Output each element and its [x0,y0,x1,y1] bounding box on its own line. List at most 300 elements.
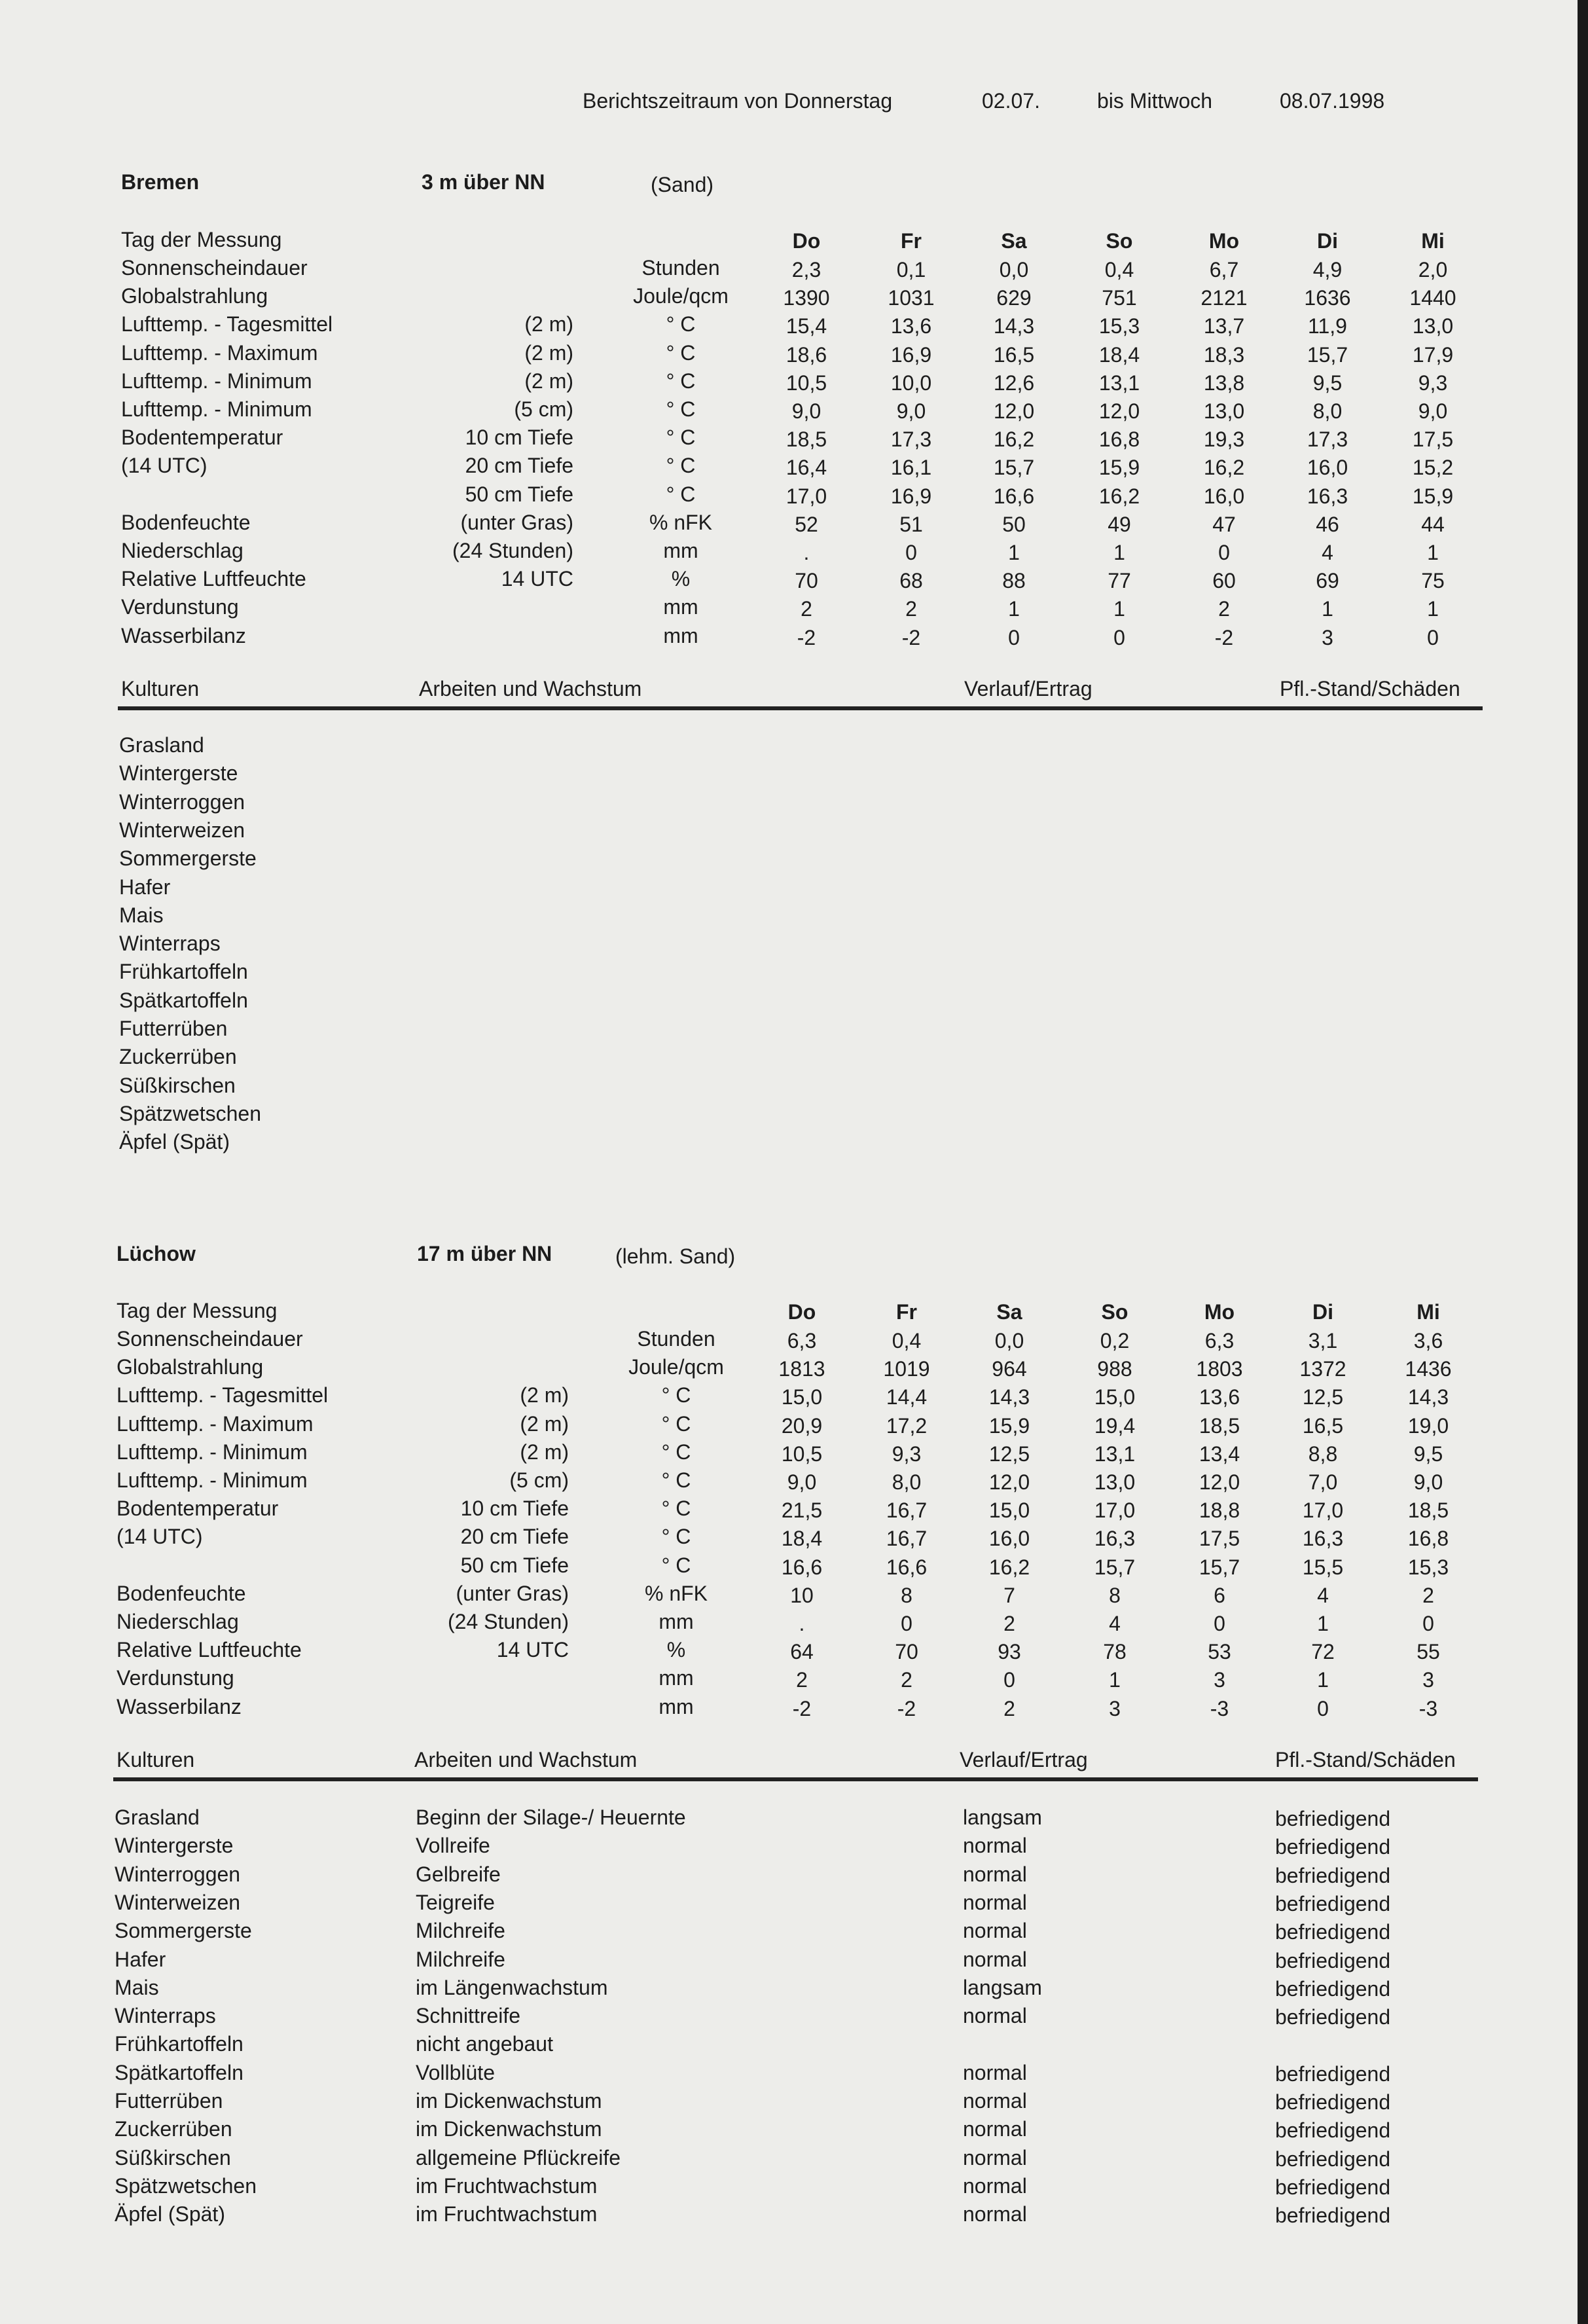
crop-name: Spätzwetschen [115,2173,257,2198]
measurement-value: 9,0 [1418,399,1448,423]
day-header: Fr [896,1300,917,1324]
measurement-unit: ° C [666,369,696,393]
crop-stand: befriedigend [1275,1863,1391,1887]
measurement-value: 6,7 [1209,258,1239,281]
measurement-value: 7 [1003,1583,1015,1607]
crop-name: Sommergerste [115,1919,252,1943]
days-label: Tag der Messung [117,1299,278,1322]
measurement-label: Wasserbilanz [117,1694,242,1718]
crop-name: Zuckerrüben [115,2117,232,2141]
measurement-value: 15,9 [1098,456,1140,480]
measurement-value: 12,5 [1302,1385,1344,1409]
crop-verlauf: langsam [963,1975,1042,1999]
measurement-qualifier: 50 cm Tiefe [465,482,573,506]
crop-arbeiten: Schnittreife [416,2004,521,2028]
day-header: Mi [1417,1300,1440,1324]
measurement-value: 16,2 [1098,484,1140,508]
measurement-value: 13,1 [1098,371,1140,395]
measurement-qualifier: (5 cm) [509,1468,569,1492]
day-header: Sa [1001,229,1027,253]
measurement-value: 2121 [1200,286,1248,310]
report-date-to: 08.07.1998 [1280,89,1385,113]
measurement-unit: mm [659,1666,694,1690]
crop-header-rule [118,706,1483,710]
measurement-label: Globalstrahlung [121,284,268,308]
measurement-value: 17,9 [1412,342,1454,367]
measurement-value: 6 [1214,1583,1225,1607]
measurement-unit: ° C [666,312,696,336]
measurement-value: 17,5 [1412,427,1454,452]
measurement-label: Bodentemperatur [117,1497,279,1521]
measurement-unit: mm [659,1694,694,1718]
crop-name: Winterraps [119,932,221,956]
crop-header-stand: Pfl.-Stand/Schäden [1275,1748,1456,1771]
crop-arbeiten: Vollblüte [416,2060,495,2084]
measurement-value: 3 [1214,1668,1225,1692]
measurement-value: 15,5 [1302,1555,1344,1579]
measurement-value: 9,0 [1413,1470,1443,1494]
measurement-value: 13,0 [1412,314,1454,338]
crop-verlauf: normal [963,2117,1027,2141]
crop-arbeiten: im Dickenwachstum [416,2117,602,2141]
crop-name: Winterweizen [115,1890,241,1914]
measurement-value: 16,0 [988,1527,1030,1551]
measurement-value: 13,8 [1203,371,1245,395]
measurement-unit: Stunden [637,1327,715,1351]
measurement-unit: Stunden [641,256,720,280]
measurement-value: 9,0 [791,399,821,423]
measurement-value: 18,3 [1203,342,1245,367]
crop-name: Grasland [115,1806,200,1829]
station-soil: (lehm. Sand) [615,1244,736,1268]
station-soil: (Sand) [651,173,714,196]
measurement-value: 15,3 [1098,314,1140,338]
measurement-qualifier: (2 m) [524,340,573,365]
measurement-value: 10,5 [781,1442,823,1466]
day-header: Do [792,229,821,253]
crop-arbeiten: im Längenwachstum [416,1975,608,1999]
crop-header-arbeiten: Arbeiten und Wachstum [419,677,642,700]
measurement-value: 17,5 [1199,1527,1240,1551]
measurement-unit: % nFK [644,1581,708,1605]
measurement-value: 13,4 [1199,1442,1240,1466]
crop-name: Süßkirschen [119,1073,236,1097]
station-name: Bremen [121,170,200,194]
measurement-unit: mm [663,595,698,619]
crop-name: Wintergerste [115,1834,234,1858]
measurement-value: 15,7 [1199,1555,1240,1579]
crop-header-arbeiten: Arbeiten und Wachstum [414,1748,638,1771]
measurement-value: 10,0 [890,371,932,395]
crop-stand: befriedigend [1275,2204,1391,2228]
measurement-value: 12,0 [993,399,1035,423]
measurement-value: 69 [1316,569,1339,593]
measurement-value: 0,4 [1104,258,1134,281]
measurement-value: 17,0 [1094,1498,1136,1523]
measurement-value: 1803 [1196,1357,1243,1381]
measurement-value: 16,2 [993,427,1035,452]
measurement-value: 0,2 [1100,1329,1130,1353]
measurement-label: Bodenfeuchte [121,510,251,534]
measurement-label: Wasserbilanz [121,623,246,647]
measurement-unit: % [671,567,691,591]
measurement-value: 14,4 [886,1385,928,1409]
measurement-label: Lufttemp. - Minimum [121,369,312,393]
measurement-value: 13,6 [890,314,932,338]
measurement-unit: ° C [666,482,696,506]
measurement-qualifier: (2 m) [524,312,573,336]
measurement-value: 3,1 [1308,1329,1338,1353]
measurement-label: Relative Luftfeuchte [121,567,306,591]
crop-stand: befriedigend [1275,2147,1391,2171]
measurement-qualifier: (2 m) [520,1440,569,1464]
day-header: So [1106,229,1133,253]
measurement-value: 1636 [1304,286,1351,310]
measurement-value: 1 [1317,1612,1329,1635]
measurement-value: 21,5 [781,1498,823,1523]
crop-verlauf: normal [963,2173,1027,2198]
measurement-unit: Joule/qcm [628,1355,724,1379]
crop-name: Frühkartoffeln [115,2032,244,2056]
crop-name: Grasland [119,733,204,757]
measurement-label: Lufttemp. - Minimum [121,397,312,421]
measurement-value: 6,3 [1204,1329,1235,1353]
crop-verlauf: normal [963,2145,1027,2170]
crop-stand: befriedigend [1275,1835,1391,1859]
measurement-value: 9,3 [1418,371,1448,395]
measurement-value: 1019 [883,1357,930,1381]
measurement-unit: ° C [661,1440,691,1464]
crop-verlauf: langsam [963,1806,1042,1829]
crop-header-stand: Pfl.-Stand/Schäden [1280,677,1460,700]
measurement-value: 60 [1212,569,1236,593]
day-header: Mo [1208,229,1240,253]
measurement-value: 16,6 [781,1555,823,1579]
measurement-qualifier: (unter Gras) [460,510,573,534]
measurement-value: 16,5 [1302,1413,1344,1438]
measurement-value: -3 [1210,1696,1229,1720]
measurement-value: 16,0 [1203,484,1245,508]
measurement-value: 16,2 [1203,456,1245,480]
measurement-value: 9,5 [1413,1442,1443,1466]
measurement-qualifier: (24 Stunden) [452,539,573,562]
crop-name: Frühkartoffeln [119,960,248,984]
measurement-value: 4 [1317,1583,1329,1607]
crop-name: Futterrüben [119,1017,228,1040]
crop-name: Spätkartoffeln [119,988,248,1012]
crop-name: Winterraps [115,2004,216,2028]
measurement-value: 3 [1109,1696,1121,1720]
crop-header-verlauf: Verlauf/Ertrag [964,677,1092,700]
day-header: Sa [996,1300,1022,1324]
crop-name: Mais [115,1975,159,1999]
day-header: Mi [1421,229,1445,253]
crop-verlauf: normal [963,2202,1027,2226]
crop-name: Zuckerrüben [119,1045,237,1069]
measurement-value: 2 [1218,597,1230,621]
crop-verlauf: normal [963,1947,1027,1971]
measurement-value: 16,3 [1302,1527,1344,1551]
measurement-value: 12,0 [1098,399,1140,423]
crop-verlauf: normal [963,2089,1027,2113]
measurement-value: 16,7 [886,1498,928,1523]
measurement-value: 8,8 [1308,1442,1338,1466]
station-elevation: 17 m über NN [417,1242,552,1265]
measurement-value: 77 [1108,569,1131,593]
measurement-qualifier: 14 UTC [496,1638,569,1662]
measurement-qualifier: 50 cm Tiefe [460,1553,569,1577]
crop-name: Hafer [115,1947,166,1971]
measurement-value: -2 [792,1696,812,1720]
measurement-qualifier: (2 m) [520,1383,569,1407]
crop-stand: befriedigend [1275,2175,1391,2199]
measurement-label: Lufttemp. - Minimum [117,1440,308,1464]
measurement-value: 0,1 [896,258,926,281]
crop-name: Winterweizen [119,818,245,842]
measurement-label: (14 UTC) [117,1525,203,1549]
measurement-value: 51 [899,512,923,536]
measurement-value: 14,3 [993,314,1035,338]
measurement-value: 15,7 [1094,1555,1136,1579]
report-date-from: 02.07. [982,89,1040,113]
measurement-value: 0 [1008,625,1020,649]
measurement-value: 53 [1208,1640,1231,1664]
measurement-value: 16,3 [1307,484,1348,508]
measurement-value: 1 [1317,1668,1329,1692]
measurement-label: Globalstrahlung [117,1355,264,1379]
measurement-value: 9,0 [896,399,926,423]
measurement-qualifier: 20 cm Tiefe [465,454,573,478]
measurement-value: 16,7 [886,1527,928,1551]
measurement-value: 18,4 [1098,342,1140,367]
measurement-value: . [799,1612,805,1635]
measurement-value: 50 [1002,512,1026,536]
crop-name: Äpfel (Spät) [119,1130,230,1154]
crop-name: Spätzwetschen [119,1101,262,1125]
measurement-value: 18,4 [781,1527,823,1551]
measurement-value: 1390 [783,286,830,310]
measurement-value: 13,0 [1094,1470,1136,1494]
measurement-value: 16,8 [1407,1527,1449,1551]
measurement-label: Relative Luftfeuchte [117,1638,302,1662]
measurement-value: 15,0 [1094,1385,1136,1409]
measurement-value: 68 [899,569,923,593]
measurement-value: 2 [901,1668,912,1692]
measurement-value: 0 [1113,625,1125,649]
measurement-value: 18,5 [1407,1498,1449,1523]
crop-verlauf: normal [963,1862,1027,1886]
measurement-value: 629 [996,286,1032,310]
measurement-label: Lufttemp. - Maximum [121,340,318,365]
day-header: Di [1312,1300,1333,1324]
measurement-value: 47 [1212,512,1236,536]
measurement-value: 78 [1103,1640,1127,1664]
measurement-value: 1031 [888,286,935,310]
crop-verlauf: normal [963,1834,1027,1858]
measurement-value: 2 [796,1668,808,1692]
measurement-value: 2 [1422,1583,1434,1607]
measurement-unit: ° C [666,454,696,478]
crop-name: Sommergerste [119,846,257,871]
measurement-value: 8 [1109,1583,1121,1607]
measurement-value: 88 [1002,569,1026,593]
measurement-label: Lufttemp. - Maximum [117,1411,314,1436]
crop-verlauf: normal [963,1890,1027,1914]
measurement-label: Lufttemp. - Minimum [117,1468,308,1492]
measurement-value: 18,6 [785,342,827,367]
measurement-value: 10,5 [785,371,827,395]
measurement-unit: % [666,1638,686,1662]
measurement-value: 3 [1322,625,1333,649]
measurement-value: 12,0 [1199,1470,1240,1494]
measurement-value: -2 [1214,625,1234,649]
measurement-unit: ° C [661,1497,691,1521]
crop-arbeiten: Milchreife [416,1947,505,1971]
crop-name: Futterrüben [115,2089,223,2113]
measurement-value: 64 [790,1640,814,1664]
measurement-value: 72 [1311,1640,1335,1664]
measurement-value: 19,3 [1203,427,1245,452]
crop-header-kulturen: Kulturen [121,677,200,700]
measurement-value: 2 [1003,1696,1015,1720]
measurement-value: 8,0 [1312,399,1343,423]
measurement-value: 16,6 [993,484,1035,508]
measurement-value: -2 [897,1696,916,1720]
measurement-value: 3 [1422,1668,1434,1692]
measurement-unit: ° C [661,1411,691,1436]
measurement-value: 988 [1097,1357,1132,1381]
crop-stand: befriedigend [1275,1948,1391,1972]
crop-stand: befriedigend [1275,1920,1391,1944]
day-header: So [1101,1300,1128,1324]
measurement-qualifier: (24 Stunden) [447,1610,569,1633]
day-header: Fr [901,229,922,253]
measurement-value: 1 [1427,541,1439,564]
report-bis-label: bis Mittwoch [1097,89,1213,113]
crop-stand: befriedigend [1275,2090,1391,2114]
measurement-label: Sonnenscheindauer [121,256,308,280]
crop-name: Äpfel (Spät) [115,2202,225,2226]
measurement-label: Lufttemp. - Tagesmittel [117,1383,329,1407]
measurement-value: 0 [1214,1612,1225,1635]
measurement-value: 1 [1109,1668,1121,1692]
crop-verlauf: normal [963,2060,1027,2084]
measurement-value: 13,6 [1199,1385,1240,1409]
measurement-unit: ° C [666,426,696,450]
measurement-label: Bodentemperatur [121,426,283,450]
measurement-value: 19,0 [1407,1413,1449,1438]
measurement-value: 12,5 [988,1442,1030,1466]
measurement-unit: Joule/qcm [633,284,729,308]
crop-arbeiten: Milchreife [416,1919,505,1943]
station-elevation: 3 m über NN [422,170,545,194]
measurement-value: 44 [1421,512,1445,536]
crop-name: Winterroggen [115,1862,241,1886]
crop-arbeiten: im Fruchtwachstum [416,2202,598,2226]
measurement-value: 15,0 [988,1498,1030,1523]
measurement-value: 1436 [1405,1357,1452,1381]
measurement-label: Bodenfeuchte [117,1581,246,1605]
measurement-qualifier: (5 cm) [514,397,573,421]
measurement-value: 0 [905,541,917,564]
measurement-value: 16,5 [993,342,1035,367]
measurement-value: 751 [1102,286,1137,310]
measurement-value: 16,0 [1307,456,1348,480]
measurement-qualifier: (2 m) [524,369,573,393]
measurement-value: 15,9 [1412,484,1454,508]
crop-name: Süßkirschen [115,2145,231,2170]
measurement-value: 52 [795,512,818,536]
measurement-value: 70 [895,1640,918,1664]
measurement-value: 0 [1317,1696,1329,1720]
measurement-value: 18,5 [785,427,827,452]
measurement-value: 18,8 [1199,1498,1240,1523]
measurement-value: 13,0 [1203,399,1245,423]
measurement-value: 8,0 [892,1470,922,1494]
measurement-value: . [803,541,810,564]
measurement-unit: mm [663,539,698,562]
measurement-value: 19,4 [1094,1413,1136,1438]
measurement-value: 9,5 [1312,371,1343,395]
measurement-value: 20,9 [781,1413,823,1438]
measurement-value: 1 [1322,597,1333,621]
measurement-value: 6,3 [787,1329,817,1353]
crop-name: Spätkartoffeln [115,2060,244,2084]
crop-name: Winterroggen [119,790,245,814]
measurement-value: 13,7 [1203,314,1245,338]
measurement-unit: % nFK [649,510,713,534]
crop-arbeiten: Beginn der Silage-/ Heuernte [416,1806,686,1829]
measurement-value: -3 [1418,1696,1438,1720]
crop-stand: befriedigend [1275,1891,1391,1915]
measurement-value: 15,7 [1307,342,1348,367]
measurement-value: 11,9 [1308,314,1347,338]
measurement-value: 13,1 [1094,1442,1136,1466]
crop-arbeiten: Gelbreife [416,1862,501,1886]
measurement-label: Niederschlag [121,539,244,562]
measurement-value: 16,3 [1094,1527,1136,1551]
measurement-value: 93 [998,1640,1021,1664]
measurement-value: 46 [1316,512,1339,536]
measurement-value: 15,3 [1407,1555,1449,1579]
crop-verlauf: normal [963,2004,1027,2028]
measurement-value: 2,0 [1418,258,1448,281]
measurement-value: 17,2 [886,1413,928,1438]
measurement-value: 964 [992,1357,1027,1381]
crop-verlauf: normal [963,1919,1027,1943]
crop-stand: befriedigend [1275,1976,1391,2001]
measurement-value: 2,3 [791,258,821,281]
measurement-value: 12,6 [993,371,1035,395]
measurement-value: 2 [905,597,917,621]
measurement-label: Niederschlag [117,1610,239,1633]
crop-stand: befriedigend [1275,2005,1391,2029]
measurement-value: 15,2 [1412,456,1454,480]
measurement-value: 0 [1003,1668,1015,1692]
crop-arbeiten: im Dickenwachstum [416,2089,602,2113]
measurement-value: 15,9 [988,1413,1030,1438]
measurement-label: (14 UTC) [121,454,208,478]
measurement-qualifier: 14 UTC [501,567,573,591]
day-header: Do [787,1300,816,1324]
day-header: Mo [1204,1300,1235,1324]
report-period-label: Berichtszeitraum von Donnerstag [583,89,893,113]
crop-name: Mais [119,903,164,927]
measurement-value: 1 [1008,597,1020,621]
measurement-qualifier: (2 m) [520,1411,569,1436]
crop-name: Hafer [119,875,171,899]
measurement-value: 16,2 [988,1555,1030,1579]
